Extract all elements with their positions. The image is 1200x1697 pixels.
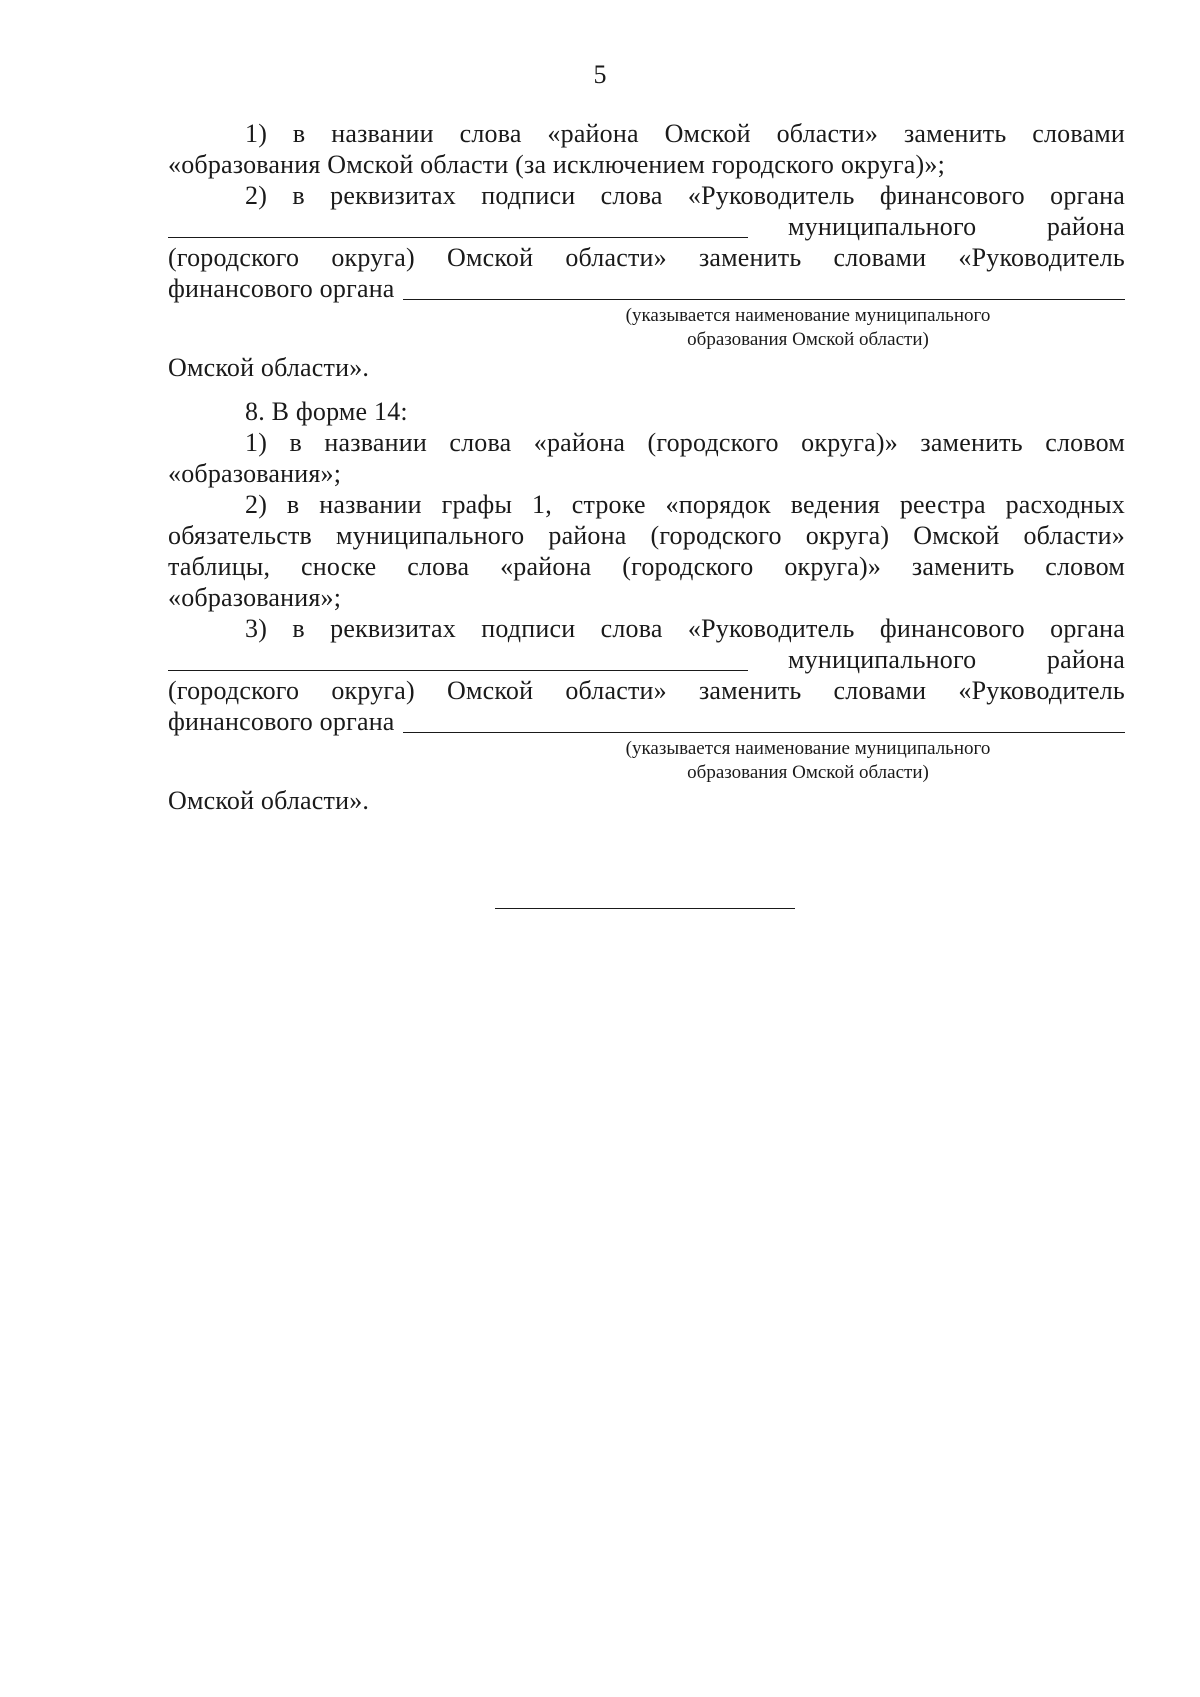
blank-underline (168, 648, 748, 671)
amendment-block-2 (168, 396, 1125, 816)
caption-line-2: образования Омской области) (687, 762, 929, 783)
word-district: района (1046, 212, 1125, 241)
signature-blank-underline (403, 277, 1125, 300)
caption-line-1: (указывается наименование муниципального (625, 738, 991, 759)
item-8-paragraph-3-line-5: Омской области». (168, 786, 370, 815)
paragraph-1-line-2: «образования Омской области (за исключением городского округа)»; (168, 150, 945, 179)
signature-label: финансового органа (168, 707, 395, 736)
item-8-paragraph-3-line-4 (168, 706, 1125, 737)
paragraph-2-line-1: 2) в реквизитах подписи слова «Руководитель финансового органа (245, 181, 1125, 210)
word-municipal: муниципального (788, 645, 977, 674)
item-8-paragraph-2-line-2: обязательств муниципального района (городского округа) Омской области» (168, 521, 1125, 550)
item-8-heading: 8. В форме 14: (245, 397, 408, 426)
paragraph-2-line-3: (городского округа) Омской области» заменить словами «Руководитель (168, 243, 1125, 272)
item-8-paragraph-2-line-4: «образования»; (168, 583, 342, 612)
item-8-paragraph-2-line-3: таблицы, сноске слова «района (городского округа)» заменить словом (168, 552, 1125, 581)
item-8-paragraph-1-line-1: 1) в названии слова «района (городского округа)» заменить словом (245, 428, 1125, 457)
word-municipal: муниципального (788, 212, 977, 241)
word-district: района (1046, 645, 1125, 674)
signature-blank-underline (403, 710, 1125, 733)
caption-line-2: образования Омской области) (687, 329, 929, 350)
item-8-paragraph-3-line-1: 3) в реквизитах подписи слова «Руководитель финансового органа (245, 614, 1125, 643)
blank-underline (168, 215, 748, 238)
paragraph-2-line-2 (168, 211, 1125, 242)
page-number: 5 (593, 60, 607, 89)
blank-caption (558, 737, 1058, 785)
closing-divider (495, 908, 795, 909)
paragraph-2-line-5: Омской области». (168, 353, 370, 382)
caption-line-1: (указывается наименование муниципального (625, 305, 991, 326)
item-8-paragraph-3-line-2 (168, 644, 1125, 675)
paragraph-1-line-1: 1) в названии слова «района Омской области» заменить словами (245, 119, 1125, 148)
paragraph-2-line-4 (168, 273, 1125, 304)
signature-label: финансового органа (168, 274, 395, 303)
blank-caption (558, 304, 1058, 352)
item-8-paragraph-2-line-1: 2) в названии графы 1, строке «порядок ведения реестра расходных (245, 490, 1125, 519)
item-8-paragraph-3-line-3: (городского округа) Омской области» заменить словами «Руководитель (168, 676, 1125, 705)
amendment-block-1 (168, 118, 1125, 383)
item-8-paragraph-1-line-2: «образования»; (168, 459, 342, 488)
